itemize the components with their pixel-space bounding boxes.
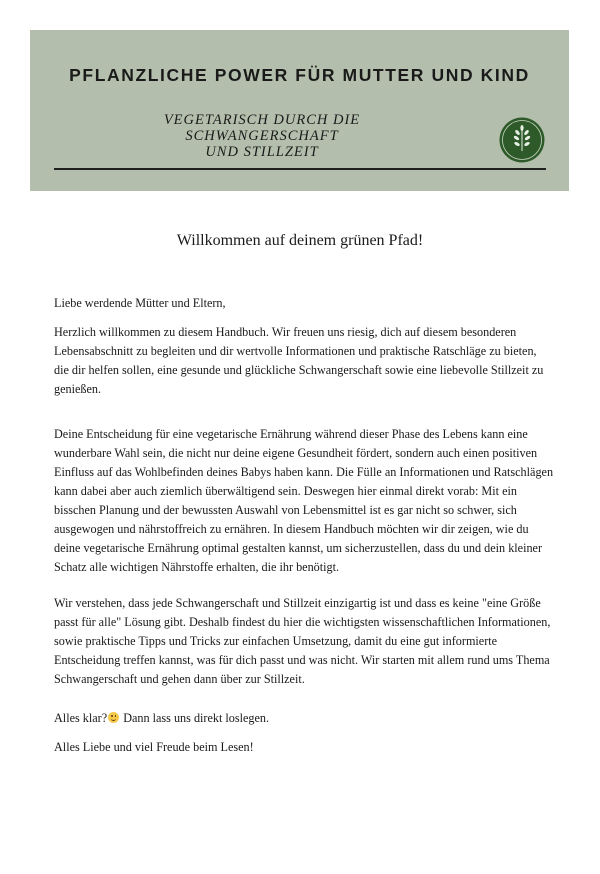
loslegen-text: Dann lass uns direkt loslegen. [120, 711, 270, 725]
closing-paragraph: Alles Liebe und viel Freude beim Lesen! [54, 740, 254, 754]
page-subtitle [90, 112, 434, 160]
leaf-branch-logo-icon [499, 117, 545, 163]
alles-klar-text: Alles klar? [54, 711, 108, 725]
header-banner [30, 30, 569, 191]
page-title: PFLANZLICHE POWER FÜR MUTTER UND KIND [69, 65, 530, 85]
header-divider [54, 168, 546, 170]
understand-paragraph: Wir verstehen, dass jede Schwangerschaft und Stillzeit einzigartig ist und dass es keine "eine Größe passt für alle" Lösung gibt. Deshalb findest du hier die wichtigsten wissenschaftlichen Informationen, sowie praktische Tipps und Tricks zur einfachen Umsetzung, damit du eine gut informierte Entscheidung treffen kannst, was für dich passt und was nicht. Wir starten mit allem rund ums Thema Schwangerschaft und gehen dann über zur Stillzeit. [54, 596, 551, 686]
welcome-heading: Willkommen auf deinem grünen Pfad! [176, 232, 424, 249]
decision-paragraph: Deine Entscheidung für eine vegetarische Ernährung während dieser Phase des Lebens kann eine wunderbare Wahl sein, die nicht nur deine eigene Gesundheit fördert, sondern auch einen positiven Einfluss auf das Wohlbefinden deines Babys haben kann. Die Fülle an Informationen und Ratschlägen kann dabei aber auch ziemlich überwältigend sein. Deswegen hier einmal direkt vorab: Mit ein bisschen Planung und der bewussten Auswahl von Lebensmittel ist es gar nicht so schwer, sich ausgewogen und nährstoffreich zu ernähren. In diesem Handbuch möchten wir dir zeigen, wie du deine vegetarische Ernährung optimal gestalten kannst, um sicherzustellen, dass du und dein kleiner Schatz alle wichtigen Nährstoffe erhalten, die ihr benötigt. [54, 427, 554, 574]
greeting-paragraph: Liebe werdende Mütter und Eltern, [54, 296, 226, 310]
subtitle-line-2: UND STILLZEIT [205, 144, 319, 160]
subtitle-line-1: VEGETARISCH DURCH DIE SCHWANGERSCHAFT [163, 112, 361, 144]
alles-klar-paragraph [54, 709, 554, 728]
smiley-face-icon [108, 712, 119, 723]
intro-paragraph: Herzlich willkommen zu diesem Handbuch. Wir freuen uns riesig, dich auf diesem besonderen Lebensabschnitt zu begleiten und dir wertvolle Informationen und praktische Ratschläge zu bieten, die dir helfen sollen, eine gesunde und glückliche Schwangerschaft sowie eine liebevolle Stillzeit zu genießen. [54, 325, 544, 396]
